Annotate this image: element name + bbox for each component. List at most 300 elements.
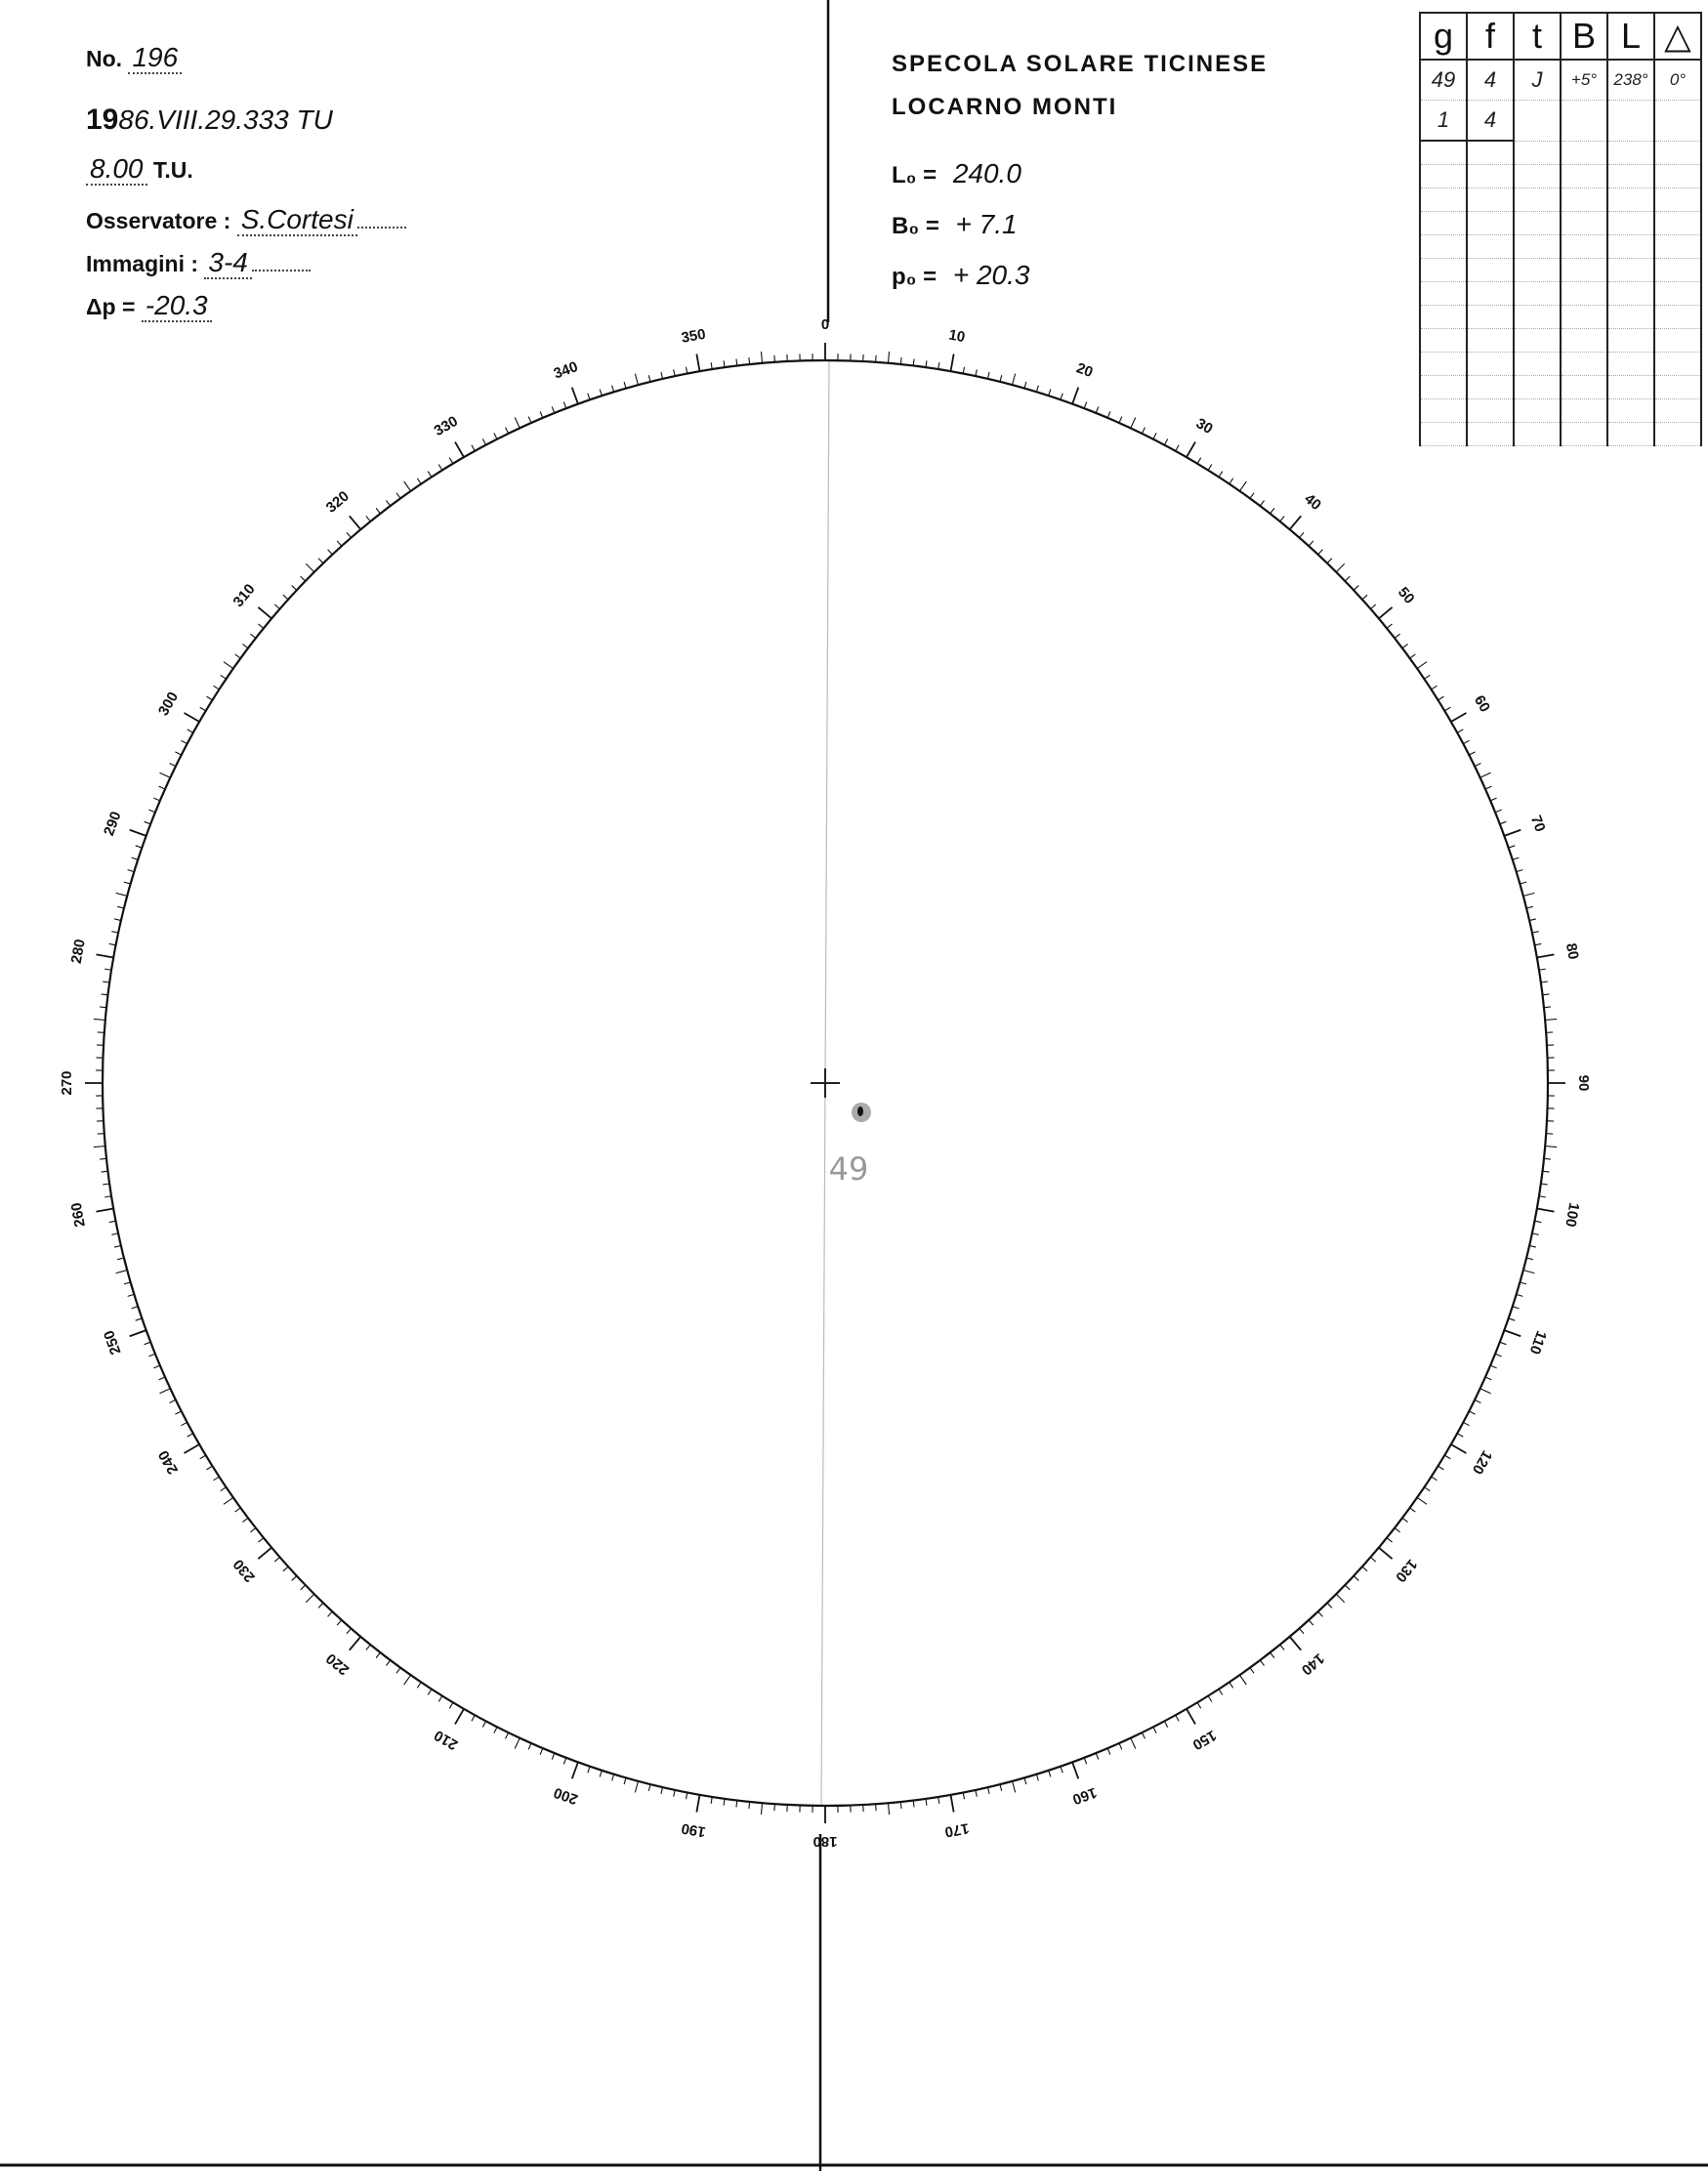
scale-tick bbox=[938, 362, 939, 369]
scale-tick bbox=[976, 369, 977, 376]
scale-tick bbox=[900, 1802, 901, 1809]
scale-tick bbox=[1539, 1196, 1546, 1197]
scale-label: 180 bbox=[812, 1833, 838, 1851]
scale-tick bbox=[1504, 830, 1521, 836]
scale-tick bbox=[1096, 406, 1099, 412]
observer-label: Osservatore : bbox=[86, 208, 231, 233]
scale-tick bbox=[987, 372, 989, 379]
scale-tick bbox=[181, 740, 187, 743]
scale-label: 160 bbox=[1069, 1783, 1100, 1808]
coord-l0-label: L₀ = bbox=[892, 162, 937, 188]
scale-label: 130 bbox=[1392, 1556, 1421, 1586]
scale-tick bbox=[1049, 1771, 1051, 1777]
scale-tick bbox=[145, 821, 151, 824]
scale-tick bbox=[1410, 654, 1416, 658]
scale-tick bbox=[438, 1696, 442, 1702]
scale-tick bbox=[686, 1792, 687, 1799]
scale-tick bbox=[124, 882, 131, 884]
scale-tick bbox=[1541, 981, 1548, 982]
scale-tick bbox=[1142, 428, 1145, 434]
coord-l0-value: 240.0 bbox=[952, 158, 1021, 188]
scale-tick bbox=[1013, 374, 1016, 386]
sheet-number-label: No. bbox=[86, 46, 123, 71]
scale-tick bbox=[1457, 730, 1463, 732]
scale-tick bbox=[635, 374, 638, 386]
scale-tick bbox=[1119, 1743, 1122, 1749]
scale-tick bbox=[258, 1548, 271, 1560]
scale-tick bbox=[94, 1019, 105, 1020]
scale-tick bbox=[540, 411, 543, 417]
header-g: g bbox=[1420, 13, 1467, 60]
scale-label: 60 bbox=[1470, 692, 1494, 716]
scale-tick bbox=[103, 981, 109, 982]
scale-tick bbox=[1107, 1748, 1110, 1754]
scale-label: 140 bbox=[1298, 1649, 1328, 1679]
scale-tick bbox=[482, 438, 485, 444]
scale-tick bbox=[724, 1799, 725, 1806]
scale-tick bbox=[301, 576, 306, 581]
scale-tick bbox=[1164, 438, 1167, 444]
scale-tick bbox=[1542, 994, 1549, 995]
scale-label: 310 bbox=[229, 580, 259, 610]
scale-tick bbox=[635, 1781, 638, 1793]
scale-tick bbox=[221, 1487, 227, 1491]
observatory-name: SPECOLA SOLARE TICINESE bbox=[892, 51, 1269, 77]
scale-tick bbox=[1532, 1233, 1539, 1234]
scale-tick bbox=[438, 465, 442, 471]
scale-tick bbox=[528, 417, 531, 423]
scale-tick bbox=[1387, 624, 1392, 628]
scale-tick bbox=[888, 1803, 889, 1815]
scale-tick bbox=[1438, 1466, 1444, 1470]
scale-tick bbox=[1176, 445, 1179, 451]
sunspot-group-label: 49 bbox=[828, 1150, 869, 1188]
scale-tick bbox=[1084, 1758, 1087, 1765]
scale-tick bbox=[1061, 1767, 1062, 1774]
scale-tick bbox=[888, 352, 889, 363]
scale-tick bbox=[404, 1675, 411, 1685]
coord-b0-label: B₀ = bbox=[892, 213, 939, 239]
scale-tick bbox=[1362, 595, 1367, 600]
scale-tick bbox=[417, 1682, 421, 1688]
scale-tick bbox=[624, 382, 626, 389]
scale-tick bbox=[1197, 458, 1201, 464]
scale-tick bbox=[1318, 550, 1323, 555]
scale-tick bbox=[318, 559, 323, 564]
scale-tick bbox=[1153, 433, 1156, 438]
scale-tick bbox=[1187, 1709, 1195, 1725]
scale-tick bbox=[94, 1146, 105, 1147]
scale-tick bbox=[170, 764, 176, 767]
scale-tick bbox=[1509, 846, 1516, 848]
scale-tick bbox=[274, 1557, 279, 1562]
scale-tick bbox=[1096, 1753, 1099, 1759]
scale-tick bbox=[1336, 1594, 1344, 1602]
cell-f: 4 bbox=[1467, 60, 1514, 101]
scale-tick bbox=[696, 355, 699, 372]
scale-tick bbox=[1444, 707, 1450, 711]
scale-label: 260 bbox=[67, 1201, 89, 1229]
scale-tick bbox=[111, 932, 118, 933]
scale-tick bbox=[1485, 786, 1491, 789]
scale-tick bbox=[1438, 696, 1444, 700]
scale-tick bbox=[1432, 686, 1437, 689]
scale-tick bbox=[963, 1792, 964, 1799]
scale-tick bbox=[124, 1282, 131, 1284]
scale-tick bbox=[1072, 1762, 1078, 1778]
scale-tick bbox=[258, 1538, 263, 1542]
scale-tick bbox=[506, 428, 509, 434]
scale-tick bbox=[1520, 882, 1526, 884]
scale-tick bbox=[417, 479, 421, 484]
observer-value: S.Cortesi bbox=[237, 204, 357, 236]
scale-tick bbox=[130, 830, 146, 836]
scale-tick bbox=[1164, 1721, 1167, 1727]
scale-tick bbox=[1480, 1389, 1491, 1394]
scale-tick bbox=[1176, 1715, 1179, 1721]
coord-b0-value: + 7.1 bbox=[955, 209, 1018, 239]
scale-tick bbox=[1208, 465, 1212, 471]
scale-tick bbox=[976, 1790, 977, 1797]
header-f: f bbox=[1467, 13, 1514, 60]
scale-tick bbox=[761, 352, 762, 363]
scale-tick bbox=[1475, 1399, 1480, 1402]
scale-tick bbox=[200, 1455, 206, 1459]
scale-tick bbox=[250, 634, 256, 638]
scale-tick bbox=[337, 541, 342, 546]
cell-t: J bbox=[1514, 60, 1561, 101]
header-b: B bbox=[1561, 13, 1607, 60]
scale-tick bbox=[540, 1748, 543, 1754]
scale-tick bbox=[153, 798, 159, 801]
scale-tick bbox=[1370, 605, 1375, 609]
scale-tick bbox=[1534, 1221, 1541, 1222]
scale-tick bbox=[1432, 1477, 1437, 1481]
scale-tick bbox=[1523, 1271, 1535, 1273]
scale-tick bbox=[116, 893, 128, 896]
scale-tick bbox=[1049, 390, 1051, 397]
scale-tick bbox=[1475, 764, 1480, 767]
scale-tick bbox=[749, 357, 750, 364]
scale-tick bbox=[1219, 472, 1223, 478]
scale-tick bbox=[736, 359, 737, 366]
scale-tick bbox=[624, 1777, 626, 1784]
scale-tick bbox=[648, 1784, 650, 1791]
scale-tick bbox=[1529, 919, 1536, 921]
time-value: 8.00 bbox=[86, 153, 147, 186]
scale-label: 250 bbox=[101, 1327, 125, 1357]
scale-tick bbox=[987, 1787, 989, 1794]
scale-tick bbox=[1013, 1781, 1016, 1793]
scale-label: 40 bbox=[1301, 490, 1325, 515]
scale-tick bbox=[1379, 1548, 1393, 1560]
scale-tick bbox=[963, 367, 964, 374]
scale-tick bbox=[1395, 634, 1400, 638]
scale-tick bbox=[1529, 1245, 1536, 1247]
scale-tick bbox=[1309, 1620, 1313, 1625]
scale-tick bbox=[515, 1738, 520, 1749]
scale-tick bbox=[600, 390, 602, 397]
scale-tick bbox=[563, 402, 566, 409]
scale-tick bbox=[736, 1800, 737, 1807]
scale-tick bbox=[1260, 1660, 1264, 1666]
scale-tick bbox=[224, 662, 233, 669]
header-t: t bbox=[1514, 13, 1561, 60]
scale-tick bbox=[200, 707, 206, 711]
scale-tick bbox=[552, 1753, 555, 1759]
scale-tick bbox=[1387, 1538, 1392, 1542]
scale-tick bbox=[306, 1594, 313, 1602]
scale-tick bbox=[950, 355, 953, 372]
scale-tick bbox=[1142, 1733, 1145, 1738]
scale-tick bbox=[926, 1799, 927, 1806]
scale-tick bbox=[1229, 479, 1233, 484]
scale-label: 150 bbox=[1189, 1726, 1220, 1754]
scale-tick bbox=[612, 386, 614, 393]
scale-label: 240 bbox=[154, 1447, 183, 1478]
scale-tick bbox=[185, 1444, 200, 1453]
scale-tick bbox=[1084, 402, 1087, 409]
scale-tick bbox=[386, 500, 390, 506]
scale-tick bbox=[1463, 740, 1469, 743]
scale-tick bbox=[1107, 411, 1110, 417]
scale-tick bbox=[674, 369, 675, 376]
scale-tick bbox=[1537, 1208, 1555, 1211]
scale-tick bbox=[1532, 932, 1539, 933]
scale-tick bbox=[1485, 1377, 1491, 1380]
scale-tick bbox=[938, 1797, 939, 1804]
scale-tick bbox=[274, 605, 279, 609]
scale-label: 20 bbox=[1073, 359, 1096, 382]
scale-tick bbox=[185, 713, 200, 722]
scale-tick bbox=[711, 362, 712, 369]
scale-tick bbox=[100, 1158, 106, 1159]
scale-tick bbox=[913, 359, 914, 366]
scale-tick bbox=[1024, 382, 1026, 389]
scale-tick bbox=[159, 786, 165, 789]
scale-tick bbox=[283, 1566, 288, 1571]
scale-label: 170 bbox=[943, 1819, 971, 1841]
scale-tick bbox=[235, 654, 241, 658]
scale-tick bbox=[114, 919, 121, 921]
scale-tick bbox=[1534, 943, 1541, 944]
scale-tick bbox=[926, 360, 927, 367]
scale-tick bbox=[1545, 1146, 1557, 1147]
scale-tick bbox=[159, 1377, 165, 1380]
scale-tick bbox=[696, 1795, 699, 1813]
scale-label: 110 bbox=[1525, 1328, 1550, 1357]
scale-tick bbox=[1451, 713, 1467, 722]
scale-tick bbox=[1523, 893, 1535, 896]
scale-tick bbox=[102, 1171, 108, 1172]
scale-tick bbox=[1451, 1444, 1467, 1453]
scale-label: 300 bbox=[154, 689, 183, 719]
scale-tick bbox=[1061, 394, 1062, 400]
scale-tick bbox=[1402, 1518, 1408, 1522]
delta-p-label: Δp = bbox=[86, 294, 136, 319]
scale-tick bbox=[1370, 1557, 1375, 1562]
scale-tick bbox=[132, 1307, 139, 1309]
scale-tick bbox=[175, 752, 181, 755]
scale-tick bbox=[258, 624, 263, 628]
cell-delta: 0° bbox=[1654, 60, 1701, 101]
scale-tick bbox=[1509, 1318, 1516, 1320]
scale-tick bbox=[1239, 1675, 1246, 1685]
scale-tick bbox=[449, 458, 453, 464]
scale-tick bbox=[347, 532, 352, 537]
scale-tick bbox=[117, 1258, 124, 1260]
scale-tick bbox=[1229, 1682, 1233, 1688]
scale-tick bbox=[724, 360, 725, 367]
scale-tick bbox=[648, 375, 650, 382]
scale-tick bbox=[552, 406, 555, 412]
scale-tick bbox=[102, 994, 108, 995]
scale-tick bbox=[207, 696, 213, 700]
scale-tick bbox=[1336, 564, 1344, 571]
cell-b: +5° bbox=[1561, 60, 1607, 101]
scale-label: 290 bbox=[101, 809, 125, 839]
scale-tick bbox=[1424, 675, 1430, 679]
scale-tick bbox=[175, 1411, 181, 1414]
time-unit: T.U. bbox=[152, 157, 193, 183]
scale-tick bbox=[1541, 1184, 1548, 1185]
scale-label: 190 bbox=[680, 1819, 707, 1841]
images-label: Immagini : bbox=[86, 251, 199, 276]
scale-tick bbox=[187, 1434, 193, 1437]
cell-l: 238° bbox=[1607, 60, 1654, 101]
coord-p0-label: p₀ = bbox=[892, 264, 937, 290]
scale-tick bbox=[100, 1007, 106, 1008]
scale-tick bbox=[170, 1399, 176, 1402]
scale-tick bbox=[1513, 1307, 1520, 1309]
scale-tick bbox=[428, 1690, 432, 1695]
scale-tick bbox=[1309, 541, 1313, 546]
scale-tick bbox=[455, 442, 464, 458]
scale-tick bbox=[1024, 1777, 1026, 1784]
scale-tick bbox=[109, 943, 116, 944]
scale-tick bbox=[1271, 508, 1274, 514]
scale-tick bbox=[494, 1727, 497, 1733]
scale-tick bbox=[396, 493, 400, 499]
scale-tick bbox=[104, 969, 111, 970]
scale-tick bbox=[1318, 1611, 1323, 1616]
scale-tick bbox=[1131, 417, 1136, 428]
scale-tick bbox=[159, 772, 170, 777]
scale-label: 90 bbox=[1575, 1074, 1593, 1092]
scale-tick bbox=[153, 1365, 159, 1368]
scale-tick bbox=[130, 1330, 146, 1336]
scale-tick bbox=[449, 1702, 453, 1708]
scale-tick bbox=[588, 394, 590, 400]
scale-tick bbox=[913, 1800, 914, 1807]
scale-tick bbox=[1542, 1171, 1549, 1172]
scale-tick bbox=[1490, 798, 1496, 801]
scale-tick bbox=[366, 1645, 370, 1649]
scale-tick bbox=[1362, 1566, 1367, 1571]
scale-tick bbox=[1327, 559, 1332, 564]
scale-tick bbox=[328, 550, 333, 555]
scale-tick bbox=[515, 417, 520, 428]
scale-tick bbox=[1354, 586, 1358, 591]
scale-tick bbox=[563, 1758, 566, 1765]
cell-g: 49 bbox=[1420, 60, 1467, 101]
scale-label: 70 bbox=[1526, 813, 1549, 835]
scale-tick bbox=[366, 516, 370, 521]
scale-tick bbox=[1504, 1330, 1521, 1336]
scale-tick bbox=[1402, 644, 1408, 647]
scale-tick bbox=[117, 906, 124, 908]
scale-tick bbox=[1410, 1508, 1416, 1512]
scale-tick bbox=[292, 1576, 297, 1581]
scale-tick bbox=[1299, 532, 1304, 537]
scale-tick bbox=[1469, 752, 1475, 755]
scale-tick bbox=[376, 1652, 380, 1658]
scale-tick bbox=[1457, 1434, 1463, 1437]
scale-tick bbox=[1153, 1727, 1156, 1733]
scale-tick bbox=[1197, 1702, 1201, 1708]
scale-tick bbox=[136, 1318, 143, 1320]
scale-tick bbox=[900, 357, 901, 364]
scale-tick bbox=[187, 730, 193, 732]
scale-tick bbox=[472, 1715, 475, 1721]
scale-tick bbox=[1517, 1294, 1523, 1296]
scale-label: 100 bbox=[1562, 1201, 1583, 1229]
scale-tick bbox=[347, 1628, 352, 1633]
scale-tick bbox=[350, 1637, 361, 1650]
scale-tick bbox=[1187, 442, 1195, 458]
scale-label: 350 bbox=[680, 325, 707, 347]
images-value: 3-4 bbox=[204, 247, 251, 279]
scale-tick bbox=[1290, 1637, 1302, 1650]
scale-tick bbox=[224, 1497, 233, 1504]
scale-tick bbox=[1517, 870, 1523, 872]
scale-tick bbox=[455, 1709, 464, 1725]
scale-tick bbox=[306, 564, 313, 571]
scale-tick bbox=[214, 686, 220, 689]
scale-tick bbox=[1520, 1282, 1526, 1284]
scale-tick bbox=[661, 1787, 663, 1794]
scale-tick bbox=[292, 586, 297, 591]
scale-tick bbox=[214, 1477, 220, 1481]
scale-tick bbox=[761, 1803, 762, 1815]
scale-tick bbox=[1545, 1019, 1557, 1020]
scale-label: 10 bbox=[947, 326, 967, 347]
scale-tick bbox=[1000, 375, 1002, 382]
scale-tick bbox=[950, 1795, 953, 1813]
scale-tick bbox=[482, 1721, 485, 1727]
scale-tick bbox=[104, 1196, 111, 1197]
scale-tick bbox=[1072, 388, 1078, 404]
scale-tick bbox=[235, 1508, 241, 1512]
scale-tick bbox=[1250, 493, 1254, 499]
scale-tick bbox=[1480, 772, 1491, 777]
scale-tick bbox=[148, 1354, 154, 1357]
scale-label: 80 bbox=[1562, 941, 1582, 961]
scale-tick bbox=[258, 607, 271, 619]
scale-label: 220 bbox=[322, 1649, 353, 1679]
scale-tick bbox=[97, 1208, 114, 1211]
scale-tick bbox=[711, 1797, 712, 1804]
scale-tick bbox=[612, 1774, 614, 1781]
scale-tick bbox=[318, 1603, 323, 1607]
scale-tick bbox=[283, 595, 288, 600]
scale-tick bbox=[1544, 1158, 1551, 1159]
scale-tick bbox=[1119, 417, 1122, 423]
scale-tick bbox=[572, 388, 578, 404]
scale-tick bbox=[1239, 481, 1246, 491]
scale-tick bbox=[328, 1611, 333, 1616]
coord-p0-value: + 20.3 bbox=[952, 260, 1030, 290]
